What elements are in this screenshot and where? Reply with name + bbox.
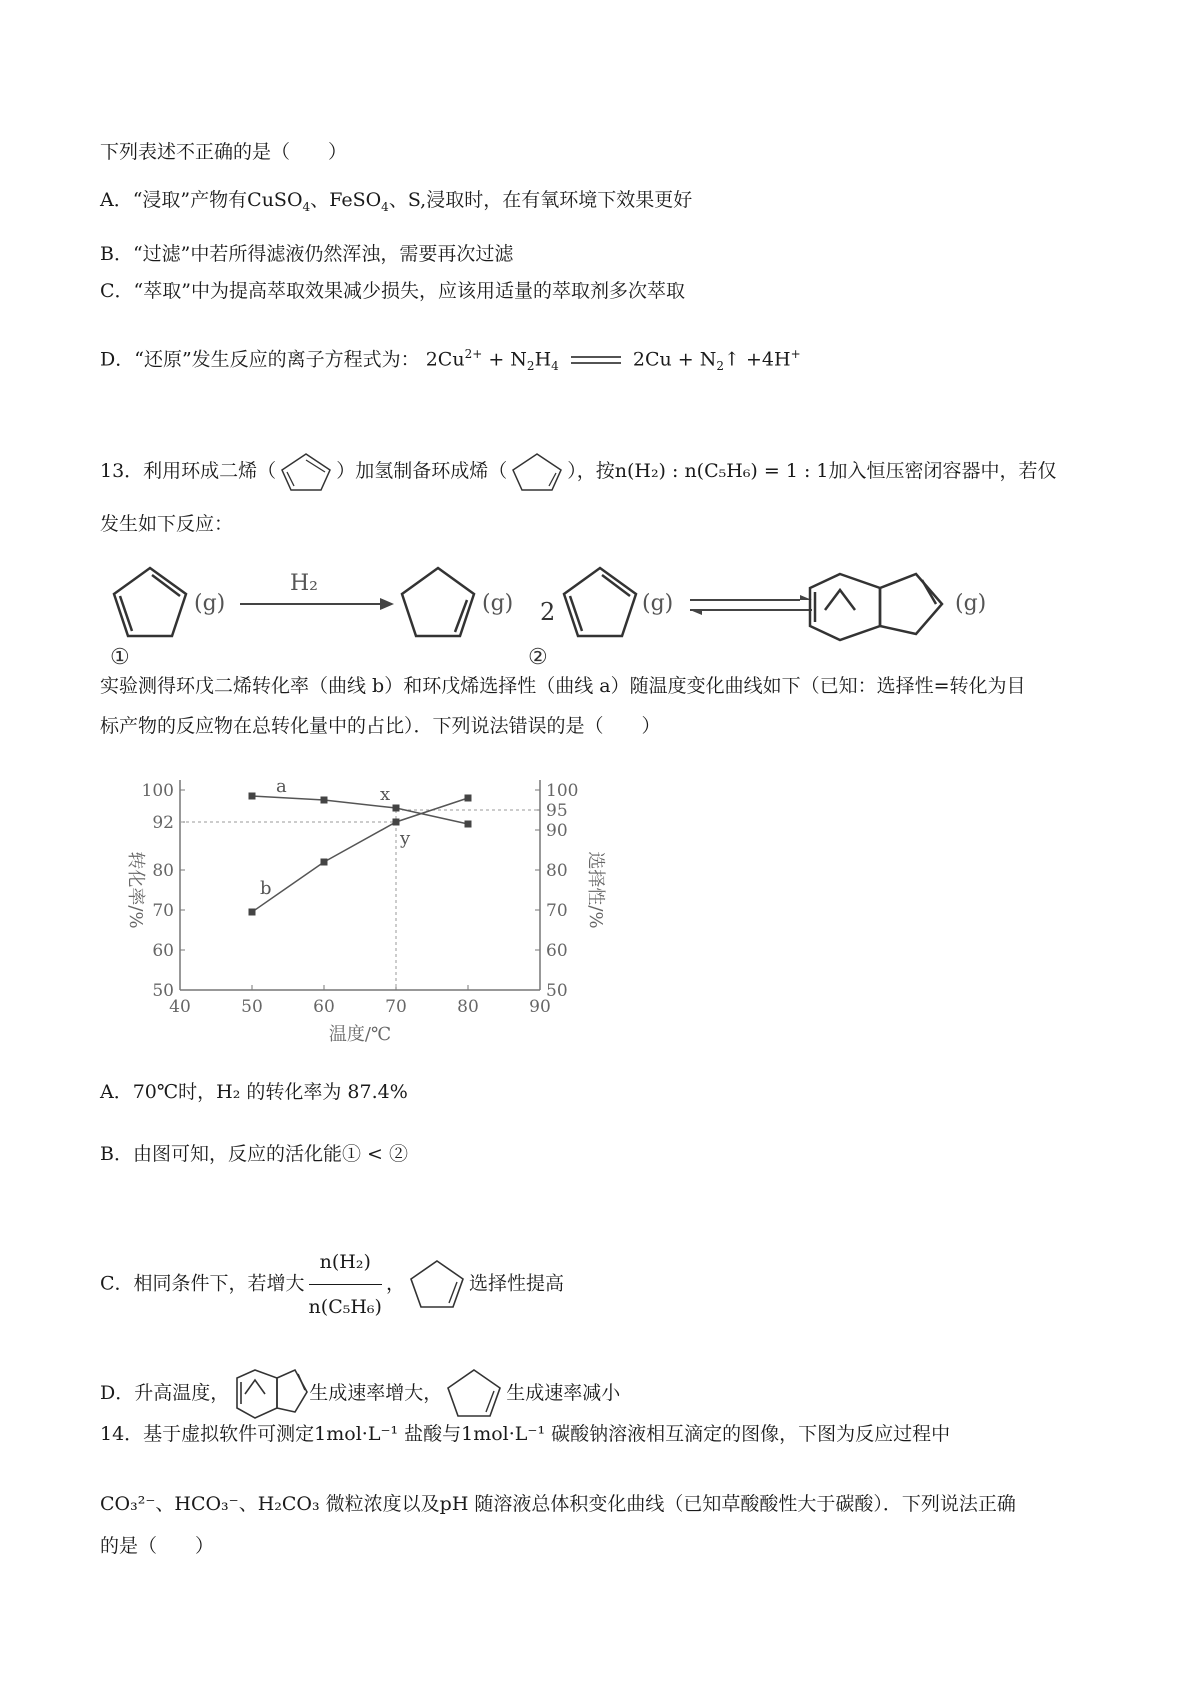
q12-d-eq3: 2Cu + N — [632, 348, 717, 371]
q13-c-prefix: C．相同条件下，若增大 — [100, 1272, 305, 1295]
data-point-b — [465, 795, 472, 802]
x-tick-label: 40 — [169, 997, 191, 1017]
cyclopentene-icon — [442, 1364, 506, 1424]
series-line-b — [252, 798, 468, 912]
rxn1-reactant — [114, 568, 186, 636]
rxn1-arrowhead — [380, 598, 394, 610]
q12-option-d — [100, 340, 801, 380]
q12-d-eq2s1: 2 — [526, 359, 535, 374]
equals-arrow-icon — [569, 353, 623, 367]
q13-ratio: n(H₂) : n(C₅H₆) = 1 : 1 — [614, 460, 829, 482]
q12-a-formula1: CuSO — [247, 189, 303, 211]
data-point-b — [321, 859, 328, 866]
rxn2-coefficient: 2 — [540, 598, 556, 626]
data-point-b — [393, 819, 400, 826]
q13-intro-line2: 标产物的反应物在总转化量中的占比）．下列说法错误的是（ ） — [100, 715, 661, 737]
q12-option-c: C．“萃取”中为提高萃取效果减少损失，应该用适量的萃取剂多次萃取 — [100, 280, 685, 302]
q12-a-sub2: 4 — [381, 199, 389, 214]
y-right-tick-label: 70 — [546, 901, 568, 921]
x-tick-label: 50 — [241, 997, 263, 1017]
q13-d-prefix: D．升高温度， — [100, 1382, 230, 1404]
q13-c-suffix: 选择性提高 — [468, 1272, 564, 1295]
rxn1-product-g: (g) — [482, 591, 514, 616]
series-line-a — [252, 796, 468, 824]
y-right-tick-label: 80 — [546, 861, 568, 881]
y-right-tick-label: 50 — [546, 981, 568, 1001]
q13-d-mid: 生成速率增大， — [309, 1382, 443, 1404]
x-tick-label: 80 — [457, 997, 479, 1017]
q13-part3: ），按 — [567, 460, 615, 482]
ratio-fraction — [309, 1242, 382, 1327]
x-axis-label: 温度/℃ — [328, 1024, 392, 1045]
rxn2-number: ② — [528, 645, 548, 670]
data-point-b — [249, 909, 256, 916]
q12-d-eq1: 2Cu — [425, 348, 465, 371]
annotation-y: y — [400, 828, 411, 849]
q12-d-eq2: + N — [482, 348, 527, 371]
x-tick-label: 60 — [313, 997, 335, 1017]
q13-option-d — [100, 1362, 620, 1426]
rxn1-reagent: H₂ — [290, 571, 319, 596]
y-axis-label-left: 转化率/% — [125, 851, 146, 929]
y-left-tick-label: 100 — [141, 781, 174, 801]
temperature-chart — [110, 760, 640, 1050]
series-label-b: b — [260, 878, 272, 899]
q13-d-suffix: 生成速率减小 — [506, 1382, 621, 1404]
x-tick-label: 70 — [385, 997, 407, 1017]
q12-d-eq4sup: + — [790, 347, 801, 361]
q14-line3: 的是（ ） — [100, 1535, 215, 1557]
q12-a-sep: 、 — [310, 189, 330, 211]
q12-a-suffix: 、S,浸取时，在有氧环境下效果更好 — [388, 189, 693, 211]
y-left-tick-label: 70 — [152, 901, 174, 921]
q12-stem: 下列表述不正确的是（ ） — [100, 141, 348, 163]
q13-option-a: A．70℃时，H₂ 的转化率为 87.4% — [100, 1081, 408, 1103]
rxn2-g-label: (g) — [642, 591, 674, 616]
q12-d-eq2s2: 4 — [551, 359, 559, 374]
data-point-a — [321, 797, 328, 804]
q13-intro-line1: 实验测得环戊二烯转化率（曲线 b）和环戊烯选择性（曲线 a）随温度变化曲线如下（已知：选择性=转化为目 — [100, 675, 1026, 697]
data-point-a — [249, 793, 256, 800]
q12-option-b: B．“过滤”中若所得滤液仍然浑浊，需要再次过滤 — [100, 243, 514, 265]
rxn1-g-label: (g) — [194, 591, 226, 616]
q12-a-formula2: FeSO — [329, 189, 382, 211]
rxn1-number: ① — [110, 645, 130, 670]
q12-d-eq3s: 2 — [716, 359, 725, 374]
rxn1-product — [402, 568, 474, 636]
cyclopentene-icon — [507, 450, 567, 494]
q12-a-prefix: A．“浸取”产物有 — [100, 189, 248, 211]
q13-option-b: B．由图可知，反应的活化能① < ② — [100, 1143, 408, 1165]
y-left-tick-label: 50 — [152, 981, 174, 1001]
data-point-a — [393, 805, 400, 812]
q14-line2: CO₃²⁻、HCO₃⁻、H₂CO₃ 微粒浓度以及pH 随溶液总体积变化曲线（已知草酸酸性大于碳酸）．下列说法正确 — [100, 1493, 1016, 1515]
q12-d-eq1sup: 2+ — [464, 347, 483, 361]
x-tick-label: 90 — [529, 997, 551, 1017]
y-axis-label-right: 选择性/% — [585, 851, 606, 929]
dicyclopentadiene-icon — [229, 1362, 309, 1426]
reaction-scheme — [110, 560, 1090, 670]
data-point-a — [465, 821, 472, 828]
y-right-tick-label: 60 — [546, 941, 568, 961]
series-label-a: a — [276, 776, 287, 797]
y-right-tick-label: 90 — [546, 821, 568, 841]
fraction-denominator: n(C₅H₆) — [308, 1296, 382, 1318]
y-right-tick-label: 100 — [546, 781, 579, 801]
cyclopentene-icon — [405, 1255, 469, 1315]
y-right-tick-label: 95 — [546, 801, 568, 821]
annotation-x: x — [380, 784, 391, 805]
q13-stem-line2: 发生如下反应： — [100, 513, 234, 535]
q12-d-eq4: ↑ +4H — [724, 348, 791, 371]
q13-part1: 13．利用环成二烯（ — [100, 460, 277, 482]
rxn2-product-g: (g) — [955, 591, 987, 616]
q12-option-a — [100, 186, 692, 221]
cyclopentadiene-icon — [276, 450, 336, 494]
q12-d-eq2b: H — [534, 348, 552, 371]
rxn2-product — [810, 574, 942, 640]
q12-d-prefix: D．“还原”发生反应的离子方程式为： — [100, 348, 420, 371]
rxn2-reactant — [564, 568, 636, 636]
y-left-tick-label: 60 — [152, 941, 174, 961]
q13-option-c: C．相同条件下，若增大 $\frac{\text{n(H₂)}}{\text{n(C₅H₆)}}$ ， 选择性提高 — [100, 1242, 564, 1327]
y-left-tick-label: 80 — [152, 861, 174, 881]
q13-part4: 加入恒压密闭容器中，若仅 — [828, 460, 1057, 482]
q14-line1: 14．基于虚拟软件可测定1mol·L⁻¹ 盐酸与1mol·L⁻¹ 碳酸钠溶液相互滴定的图像，下图为反应过程中 — [100, 1423, 951, 1445]
fraction-numerator: n(H₂) — [309, 1242, 382, 1285]
q13-stem — [100, 450, 1057, 494]
q12-a-sub1: 4 — [302, 199, 311, 214]
q13-part2: ）加氢制备环成烯（ — [336, 460, 508, 482]
y-left-tick-label: 92 — [152, 813, 174, 833]
